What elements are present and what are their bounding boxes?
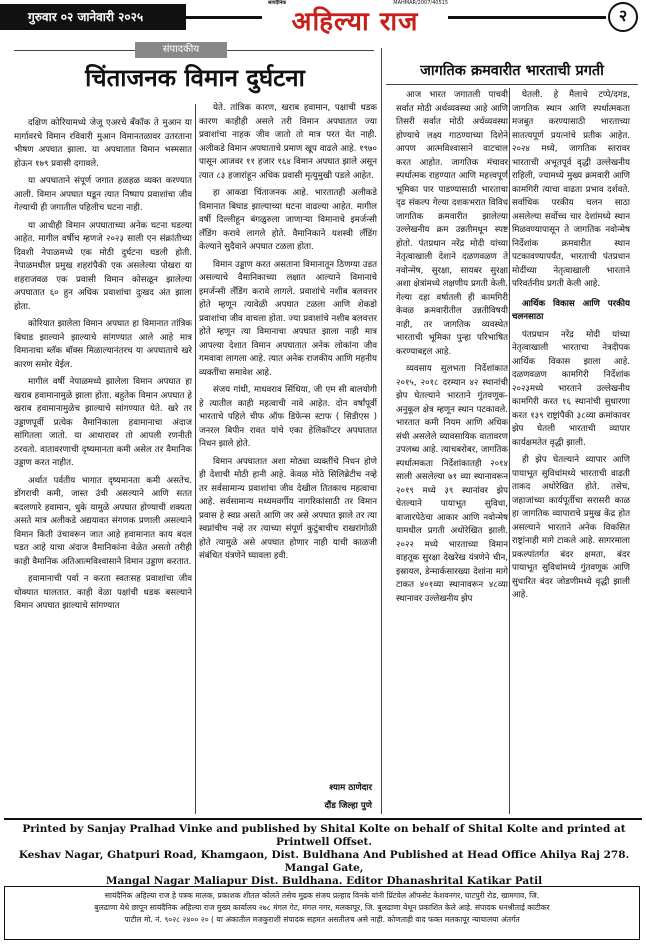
footer-rule (4, 818, 642, 820)
column-divider (195, 104, 196, 814)
imprint-english (14, 823, 634, 888)
paragraph: कोरियात झालेला विमान अपघात हा विमानात तांत्रिक बिघाड झाल्याने झाल्याचे सांगण्यात आले आहे मात्र विमानाचा ब्लॅक बॉक्स मिळाल्यानंतरच या अपघाताचे खरे कारण समोर येईल. (14, 319, 192, 370)
paragraph: विमान उड्डाण करत असताना विमानातून ठिणग्या उडत असल्याचे वैमानिकाच्या लक्षात आल्याने विमानाचे इमर्जन्सी लँडिंग करावे लागले. प्रवाशांचे नशीब बलवत्तर होते म्हणून त्यावेळी अपघात टळला आणि शेकडो प्रवाशांचा जीव वाचला होता. ज्या प्रवाशांचे नशीब बलवत्तर होते म्हणून त्या विमानाचा अपघात झाला नाही मात्र आपल्या देशात विमान अपघातात अनेक लोकांना जीव गमवावा लागला आहे. त्यात अनेक राजकीय आणि महनीय व्यक्तींचा समावेश आहे. (199, 259, 377, 378)
article-rule (386, 84, 638, 85)
paragraph: पंतप्रधान नरेंद्र मोदी यांच्या नेतृत्वाखाली भारताचा नेत्रदीपक आर्थिक विकास झाला आहे. दळणवळण कामगिरी निर्देशांक २०२३मध्ये भारताने उल्लेखनीय कामगिरी करत १६ स्थानांची सुधारणा करत १३९ राष्ट्रांपैकी ३८व्या क्रमांकावर झेप घेतली भारताची व्यापार कार्यक्षमतेत वृद्धी झाली. (512, 329, 630, 448)
imprint-marathi (4, 886, 640, 940)
paragraph: मागील वर्षी नेपाळमध्ये झालेला विमान अपघात हा खराब हवामानामुळे झाला होता. बहुतेक विमान अपघात हे खराब हवामानामुळेच झाल्याचे सांगण्यात येते. खरे तर उड्डाणपूर्वी प्रत्येक वैमानिकाला हवामानाचा अंदाज सांगितला जातो. या आधारावर तो आपली रणनीती ठरवतो. वातावरणाची दृष्यमानता कमी असेल तर वैमानिक उड्डाण करत नाहीत. (14, 377, 192, 468)
editorial-title: चिंताजनक विमान दुर्घटना (85, 64, 305, 92)
imprint-line: Mangal Nagar Maliapur Dist. Buldhana. Editor Dhanashrital Katikar Patil (105, 875, 543, 887)
paragraph: विमान अपघातात अशा मोठ्या व्यक्तींचे निधन होणे ही देशाची मोठी हानी आहे. केवळ मोठे सिलिब्रेटीच नव्हे तर सर्वसामान्य प्रवाशांचा जीव देखील तितकाच महत्वाचा आहे. सर्वसामान्य मध्यमवर्गीय नागरिकांसाठी तर विमान प्रवास हे स्वप्न असते आणि जर असे अपघात झाले तर त्या स्वप्नांचीच नव्हे तर त्याच्या संपूर्ण कुटुंबाचीच राखरांगोळी होते त्यामुळे असे अपघात होणार नाही याची काळजी संबंधित यंत्रणेने घ्यावला हवी. (199, 456, 377, 561)
paragraph: संजय गांधी, माधवराव सिंधिया, जी एम सी बालयोगी हे त्यातील काही महत्वाची नावे आहेत. दोन वर्षांपूर्वी भारताचे पहिले चीफ ऑफ डिफेन्स स्टाफ ( सिडीएस ) जनरल बिपीन रावत यांचे एका हेलिकॉप्टर अपघातात निधन झाले होते. (199, 385, 377, 449)
masthead-reg: MAHMAR/2007/40515 (393, 0, 448, 6)
paragraph: ही झेप घेतल्याने व्यापार आणि पायाभूत सुविधांमध्ये भारताची वाढती ताकद अधोरेखित होते. तसेच, जहाजांच्या कार्यपूर्तीचा सरासरी काळ हा जागतिक व्यापाराचे प्रमुख केंद्र होत असल्याने भारताने अनेक विकसित राष्ट्रांनाही मागे टाकले आहे. सागरमाला प्रकल्पांतर्गत बंदर क्षमता, बंदर पायाभूत सुविधांमध्ये गुंतवणूक आणि सुधारित बंदर जोडणीमध्ये वृद्धी झाली आहे. (512, 455, 630, 600)
paragraph: अर्थात पर्वतीय भागात दृष्यमानता कमी असतेच. डोंगराची कमी, जास्त उंची असल्याने आणि सतत बदलणारे हवामान, धुके यामुळे अपघात होण्याची शक्यता असते मात्र अलीकडे अद्ययावत संगणक प्रणाली असल्याने विमान किती उंचावरून जात आहे हवामानात काय बदल घडत आहे याचा अंदाज वैमानिकांना वेळेत असतो तरीही काही वैमानिक अतिआत्मविश्वासाने विमान उड्डाण करतात. (14, 475, 192, 567)
paragraph: हा आकडा चिंताजनक आहे. भारतातही अलीकडे विमानात बिघाड झाल्याच्या घटना वाढल्या आहेत. मागील वर्षी दिल्लीहून बंगळुरुला जाणाऱ्या विमानाचे इमर्जन्सी लँडिंग करावे लागले होते. वैमानिकाने यशस्वी लँडिंग केल्याने सुदैवाने अपघात टळला होता. (199, 188, 377, 252)
article-subhead: आर्थिक विकास आणि परकीय चलनसाठा (512, 298, 630, 322)
paragraph: हवामानाची पर्वा न करता स्वतःसह प्रवाशांचा जीव धोक्यात घालतात. काही वेळा पक्षांची धडक बसल्याने विमान अपघात झाल्याचे सांगण्यात (14, 574, 192, 611)
page-header (0, 0, 646, 37)
imprint-line: बुलढाणा येथे छापून सायंदैनिक अहिल्या राज मुख्य कार्यालय २७८ मंगल गेट, मंगल नगर, मलकापूर, जि. बुलढाणा येथून प्रकाशित केले आहे. संपादक धनश्रीताई काटीकर (94, 903, 550, 912)
imprint-line: Printed by Sanjay Pralhad Vinke and published by Shital Kolte on behalf of Shital Kolte and printed at Printwell Offset. (22, 823, 626, 848)
author-name: श्याम ठाणेदार (329, 783, 372, 793)
editorial-badge: संपादकीय (135, 42, 227, 58)
imprint-line: सायंदैनिक अहिल्या राज हे पत्रक मालक, प्रकाशक शीतल कोलते तसेच मुद्रक संजय प्रल्हाद विनके यांनी प्रिंटवेल ऑफसेट केशवनगर, घाटपुरी रोड, खामगाव, जि. (104, 891, 540, 900)
column-divider (381, 48, 382, 814)
article-title: जागतिक क्रमवारीत भारताची प्रगती (420, 63, 604, 79)
article-column-1 (396, 89, 508, 809)
paragraph: आज भारत जगातली पाचवी सर्वात मोठी अर्थव्यवस्था आहे आणि तिसरी सर्वात मोठी अर्थव्यवस्था होण्याचे लक्ष्य गाठण्याच्या दिशेने आपण आत्मविश्वासाने वाटचाल करत आहोत. जागतिक मंचावर स्पर्धात्मक राहण्यात आणि महत्त्वपूर्ण भूमिका पार पाडण्यासाठी भारताचा दृढ संकल्प गेल्या दशकभरात विविध जागतिक क्रमवारीत झालेल्या उल्लेखनीय क्रम उन्नतीमधून स्पष्ट होतो. पंतप्रधान नरेंद्र मोदी यांच्या नेतृत्वाखाली देशाने दळणवळण ते नवोन्मेष, सुरक्षा, सायबर सुरक्षा अशा क्षेत्रांमध्ये लक्षणीय प्रगती केली. गेल्या दहा वर्षातली ही कामगिरी केवळ क्रमवारीतील उन्नतीविषयी नाही, तर जागतिक व्यवस्थेत भारताची भूमिका पुन्हा परिभाषित करण्याबद्दल आहे. (396, 90, 508, 357)
paragraph: व्यवसाय सुलभता निर्देशांकात २०१५, २०१८ दरम्यान ४२ स्थानांची झेप घेतल्याने भारताने गुंतवणूक-अनुकूल क्षेत्र म्हणून स्थान पटकावले. भारतात कमी नियम आणि अधिक संधी असलेले व्यावसायिक वातावरण उपलब्ध आहे. त्याचबरोबर, जागतिक स्पर्धात्मकता निर्देशांकातही २०१४ साली असलेल्या ७१ व्या स्थानावरून २०१९ मध्ये ३९ स्थानांवर झेप घेतल्याने पायाभूत सुविधा, बाजारपेठेचा आकार आणि नवोन्मेष यामधील प्रगती अधोरेखित झाली. २०२२ मध्ये भारताच्या विमान वाहतूक सुरक्षा देखरेख यंत्रणेने चीन, इस्रायल, डेन्मार्कसारख्या देशांना मागे टाकत ४०१व्या स्थानावरून ४८व्या स्थानावर उल्लेखनीय झेप (396, 364, 508, 604)
masthead (262, 0, 448, 37)
imprint-line: पाटील मो. नं. ९०२८ २४०० २० ( या अंकातील मजकुराशी संपादक सहमत असतीलच असे नाही. कोणताही वाद फक्त मलकापूर न्यायालया अंतर्गत (124, 915, 520, 924)
column-divider (509, 88, 510, 814)
paragraph: या अपघाताने संपूर्ण जगात हळहळ व्यक्त करण्यात आली. विमान अपघात घडून त्यात निष्पाप प्रवाशांचा जीव गेल्याची ही जगातील पहिलीच घटना नाही. (14, 176, 192, 213)
masthead-label: सायंदैनिक (268, 0, 287, 6)
paragraph: दक्षिण कोरियामध्ये जेजू एअरचे बँकॉक ते मुआन या मार्गावरचे विमान रविवारी मुआन विमानतळावर उतरताना भीषण अपघात झाला. या अपघातात विमान भस्मसात होऊन १७९ प्रवासी दगावले. (14, 118, 192, 169)
author-place: दौंड जिल्हा पुणे (324, 801, 372, 811)
issue-date: गुरुवार ०२ जानेवारी २०२५ (0, 4, 186, 30)
editorial-column-1 (14, 117, 192, 799)
paragraph: घेतली. हे मैलाचे टप्पे/दगड, जागतिक स्थान आणि स्पर्धात्मकता मजबूत करण्यासाठी भारताच्या सातत्यपूर्ण प्रयत्नांचे प्रतीक आहेत. २०२४ मध्ये, जागतिक स्तरावर भारताची अभूतपूर्व वृद्धी उल्लेखनीय राहिली, ज्यामध्ये मुख्य क्रमवारी आणि कामगिरी त्याचा वाढता प्रभाव दर्शवते. सर्वाधिक परकीय चलन साठा असलेल्या सर्वोच्च चार देशांमध्ये स्थान मिळवण्यापासून ते जागतिक नवोन्मेष निर्देशांक क्रमवारीत स्थान पटकावण्यापर्यंत, भारताची पंतप्रधान मोदींच्या नेतृत्वाखाली भारताने परिवर्तनीय प्रगती केली आहे. (512, 90, 630, 289)
paragraph: या आधीही विमान अपघाताच्या अनेक घटना घडल्या आहेत. मागील वर्षीच म्हणजे २०२३ साली एन संक्रांतीच्या दिवशी नेपाळमध्ये एक मोठी दुर्घटना घडली होती. नेपाळमधील प्रमुख शहरांपैकी एक असलेल्या पोखरा या शहराजवळ एक प्रवासी विमान कोसळून झालेल्या अपघातात ६० हुन अधिक प्रवाशांचा दुःखद अंत झाला होता. (14, 220, 192, 312)
editorial-column-2 (199, 102, 377, 750)
page-number: २ (608, 2, 638, 32)
paragraph: येते. तांत्रिक कारण, खराब हवामान, पक्षाची धडक कारण काहीही असले तरी विमान अपघातात ज्या प्रवाशांचा नाहक जीव जातो तो मात्र परत येत नाही. अलीकडे विमान अपघाताचे प्रमाण खूप वाढले आहे. १९७० पासून आजवर ११ हजार १६४ विमान अपघात झाले असून त्यात ८३ हजारांहून अधिक प्रवासी मृत्युमुखी पडले आहेत. (199, 103, 377, 181)
imprint-line: Keshav Nagar, Ghatpuri Road, Khamgaon, Dist. Buldhana And Published at Head Office Ahilya Raj 278. Mangal Gate, (18, 849, 630, 874)
masthead-title: अहिल्या राज (291, 7, 419, 37)
article-column-2 (512, 89, 630, 809)
